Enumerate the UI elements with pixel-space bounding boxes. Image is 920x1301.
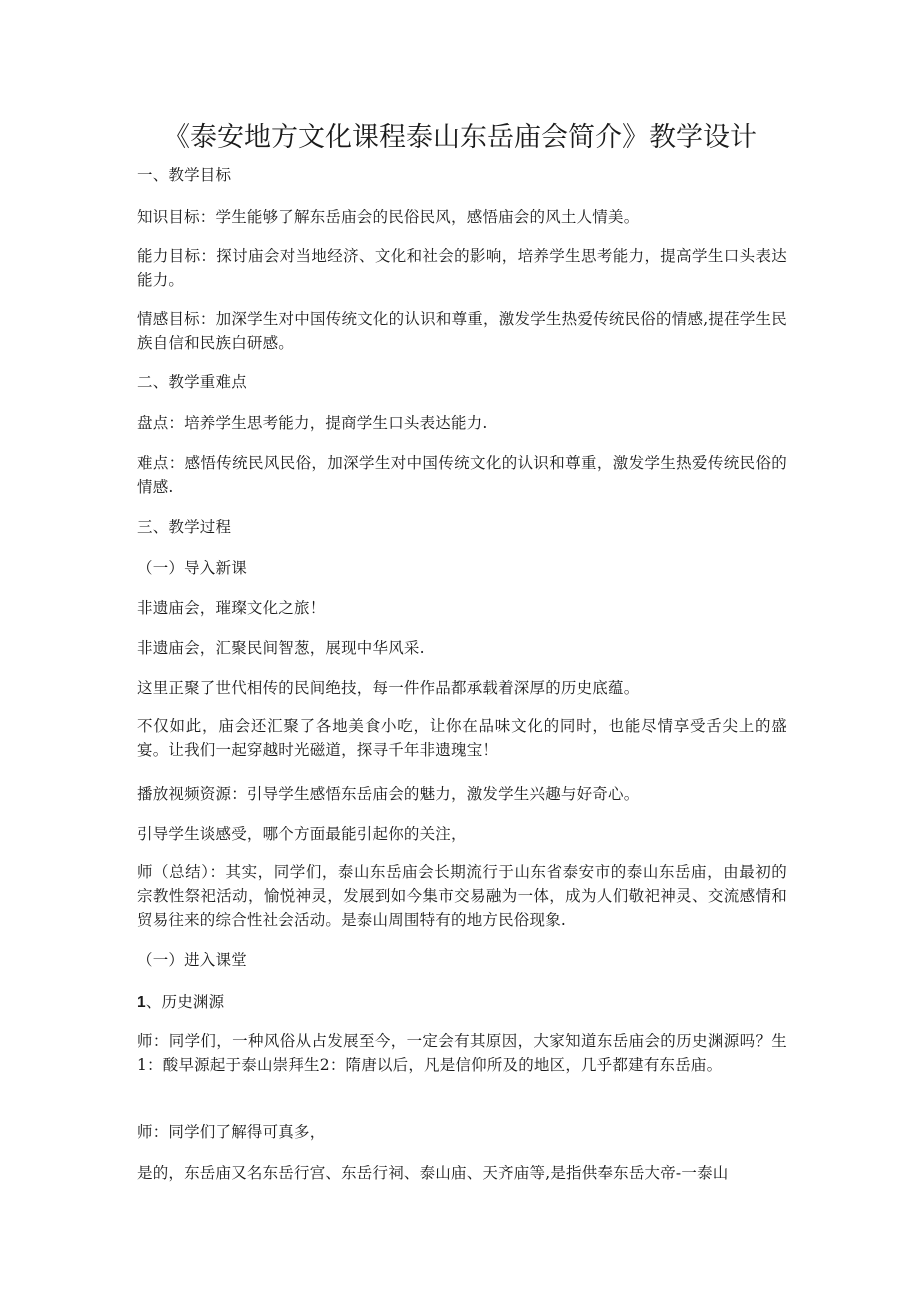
document-title: 《泰安地方文化课程泰山东岳庙会简介》教学设计	[163, 122, 757, 153]
paragraph-emotion-goal: 情感目标：加深学生对中国传统文化的认识和尊重，激发学生热爱传统民俗的情感,提荏学生民族自信和民族白研感。	[137, 310, 787, 352]
paragraph-knowledge-goal: 知识目标：学生能够了解东岳庙会的民俗民风，感悟庙会的风土人情美。	[137, 208, 640, 226]
paragraph-intro-line-2: 非遗庙会，汇聚民间智葱，展现中华风采.	[137, 639, 425, 657]
paragraph-difficult-point: 难点：感悟传统民风民俗，加深学生对中国传统文化的认识和尊重，激发学生热爱传统民俗的情感.	[137, 454, 787, 496]
paragraph-video: 播放视频资源：引导学生感悟东岳庙会的魅力，激发学生兴趣与好奇心。	[137, 785, 640, 803]
heading-teaching-process: 三、教学过程	[137, 518, 232, 536]
paragraph-intro-line-3: 这里正聚了世代相传的民间绝技，每一件作品都承载着深厚的历史底蕴。	[137, 679, 640, 697]
heading-enter-class: （一）进入课堂	[137, 951, 247, 969]
heading-history-label: 、历史渊源	[145, 993, 225, 1011]
paragraph-temple-names: 是的，东岳庙又名东岳行宫、东岳行祠、泰山庙、天齐庙等,是指供奉东岳大帝-一泰山	[137, 1164, 729, 1182]
heading-history	[137, 990, 787, 1015]
section-number: 1	[137, 994, 146, 1011]
heading-teaching-goals: 一、教学目标	[137, 166, 232, 184]
paragraph-intro-line-4: 不仅如此，庙会还汇聚了各地美食小吃，让你在品味文化的同时，也能尽情享受舌尖上的盛宴。让我们一起穿越时光磁道，探寻千年非遗瑰宝！	[137, 717, 787, 759]
paragraph-ability-goal: 能力目标：探讨庙会对当地经济、文化和社会的影响，培养学生思考能力，提高学生口头表达能力。	[137, 247, 787, 289]
heading-key-points: 二、教学重难点	[137, 373, 247, 391]
paragraph-teacher-summary: 师（总结）：其实，同学们，泰山东岳庙会长期流行于山东省泰安市的泰山东岳庙，由最初的宗教性祭祀活动，愉悦神灵，发展到如今集市交易融为一体，成为人们敬祀神灵、交流感情和贸易往来的综合性社会活动。是泰山周围特有的地方民俗现象.	[137, 863, 787, 929]
paragraph-teacher-praise: 师：同学们了解得可真多，	[137, 1123, 326, 1141]
heading-introduction: （一）导入新课	[137, 559, 247, 577]
paragraph-history-dialogue: 师：同学们，一种风俗从占发展至今，一定会有其原因，大家知道东岳庙会的历史渊源吗？生1：酸早源起于泰山崇拜生2：隋唐以后，凡是信仰所及的地区，几乎都建有东岳庙。	[137, 1032, 787, 1074]
paragraph-intro-line-1: 非遗庙会，璀璨文化之旅！	[137, 599, 326, 617]
paragraph-key-point: 盘点：培养学生思考能力，提商学生口头表达能力.	[137, 414, 488, 432]
paragraph-discussion: 引导学生谈感受，哪个方面最能引起你的关注，	[137, 825, 467, 843]
